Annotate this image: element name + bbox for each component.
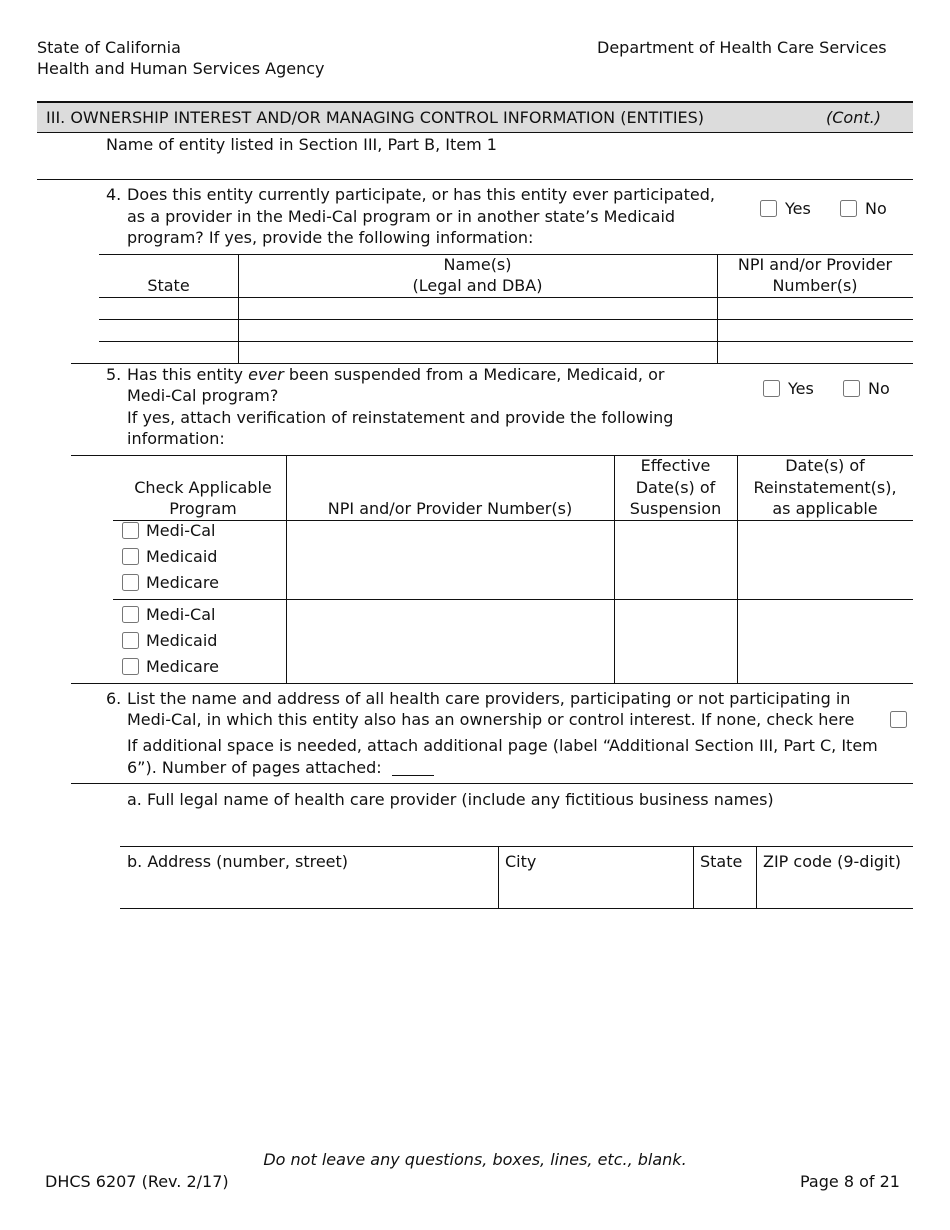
q6-text-line3: If additional space is needed, attach additional page (label “Additional Section III, Part C, Item [127, 736, 878, 755]
agency-name: Health and Human Services Agency [37, 59, 325, 78]
q5-no-label: No [868, 379, 890, 398]
q4-col-npi: NPI and/or Provider [737, 255, 893, 274]
section-title: III. OWNERSHIP INTEREST AND/OR MANAGING CONTROL INFORMATION (ENTITIES) [46, 108, 705, 127]
q4-number: 4. [106, 185, 122, 204]
q6-text-line4: 6”). Number of pages attached: [127, 758, 382, 777]
row1-medical-label: Medi-Cal [146, 521, 216, 540]
q5-col-effective-sub2: Suspension [629, 499, 722, 518]
q4-no-checkbox[interactable] [840, 200, 857, 217]
q5-col-effective: Effective [640, 456, 711, 475]
state-label: State [700, 852, 743, 871]
address-col-line [498, 846, 499, 908]
q4-text-line3: program? If yes, provide the following information: [127, 228, 534, 247]
page-number: Page 8 of 21 [800, 1172, 900, 1191]
q6-text-line1: List the name and address of all health care providers, participating or not participating in [127, 689, 851, 708]
q4-col-names-sub: (Legal and DBA) [412, 276, 543, 295]
q5-no-checkbox[interactable] [843, 380, 860, 397]
row1-medicaid-checkbox[interactable] [122, 548, 139, 565]
q5-text-line2: Medi-Cal program? [127, 386, 279, 405]
q5-col-program-sub: Program [169, 499, 237, 518]
q4-no-label: No [865, 199, 887, 218]
q4-text-line2: as a provider in the Medi-Cal program or in another state’s Medicaid [127, 207, 676, 226]
q5-col-reinstatement: Date(s) of [785, 456, 865, 475]
q5-yes-checkbox[interactable] [763, 380, 780, 397]
footer-notice: Do not leave any questions, boxes, lines, etc., blank. [263, 1150, 687, 1169]
address-label: b. Address (number, street) [127, 852, 349, 871]
entity-name-label: Name of entity listed in Section III, Part B, Item 1 [106, 135, 497, 154]
row2-medicare-checkbox[interactable] [122, 658, 139, 675]
row1-medicaid-label: Medicaid [146, 547, 218, 566]
city-label: City [505, 852, 537, 871]
row2-medicaid-label: Medicaid [146, 631, 218, 650]
q5-col-reinstatement-sub2: as applicable [772, 499, 878, 518]
row2-medicaid-checkbox[interactable] [122, 632, 139, 649]
q6-number: 6. [106, 689, 122, 708]
q6a-label: a. Full legal name of health care provider (include any fictitious business names) [127, 790, 774, 809]
q5-text-pre: Has this entity [127, 365, 249, 384]
q5-col-program: Check Applicable [134, 478, 272, 497]
section-cont: (Cont.) [826, 108, 881, 127]
q5-table-bottom [71, 683, 913, 684]
divider [71, 783, 913, 784]
q4-text-line1: Does this entity currently participate, or has this entity ever participated, [127, 185, 715, 204]
row2-medical-checkbox[interactable] [122, 606, 139, 623]
q6-none-checkbox[interactable] [890, 711, 907, 728]
address-table-top [120, 846, 913, 847]
row2-medical-label: Medi-Cal [146, 605, 216, 624]
q4-table-row-line [99, 319, 913, 320]
q4-yes-checkbox[interactable] [760, 200, 777, 217]
pages-attached-input[interactable] [392, 757, 438, 777]
q5-table-header-bottom [113, 520, 913, 521]
department-name: Department of Health Care Services [597, 38, 887, 57]
q6-none-label: If none, check here [700, 710, 855, 729]
q5-yes-label: Yes [788, 379, 814, 398]
row1-medicare-label: Medicare [146, 573, 219, 592]
q5-col-effective-sub: Date(s) of [635, 478, 716, 497]
q6-text-line2-main: Medi-Cal, in which this entity also has an ownership or control interest. [127, 710, 696, 729]
q4-table-row-line [99, 341, 913, 342]
q5-text-line4: information: [127, 429, 225, 448]
q5-text-ever: ever [248, 365, 284, 384]
q4-yes-label: Yes [785, 199, 811, 218]
q5-text-line3: If yes, attach verification of reinstatement and provide the following [127, 408, 674, 427]
divider [37, 179, 913, 180]
q4-table-header-bottom [99, 297, 913, 298]
row2-medicare-label: Medicare [146, 657, 219, 676]
q5-col-npi: NPI and/or Provider Number(s) [327, 499, 573, 518]
q6-text-line2 [127, 709, 854, 730]
q4-col-names: Name(s) [443, 255, 512, 274]
address-col-line [693, 846, 694, 908]
q5-number: 5. [106, 365, 122, 384]
q4-col-npi-sub: Number(s) [772, 276, 858, 295]
form-id: DHCS 6207 (Rev. 2/17) [45, 1172, 229, 1191]
row1-medical-checkbox[interactable] [122, 522, 139, 539]
address-col-line [756, 846, 757, 908]
zip-label: ZIP code (9-digit) [763, 852, 901, 871]
state-of-california: State of California [37, 38, 181, 57]
q5-text-line1 [127, 364, 664, 385]
provider-name-input[interactable] [127, 815, 911, 843]
q5-col-reinstatement-sub: Reinstatement(s), [753, 478, 897, 497]
q5-table-row-line [113, 599, 913, 600]
entity-name-input[interactable] [106, 156, 910, 180]
q5-text-post: been suspended from a Medicare, Medicaid, or [283, 365, 665, 384]
q4-col-state: State [147, 276, 190, 295]
row1-medicare-checkbox[interactable] [122, 574, 139, 591]
address-table-bottom [120, 908, 913, 909]
